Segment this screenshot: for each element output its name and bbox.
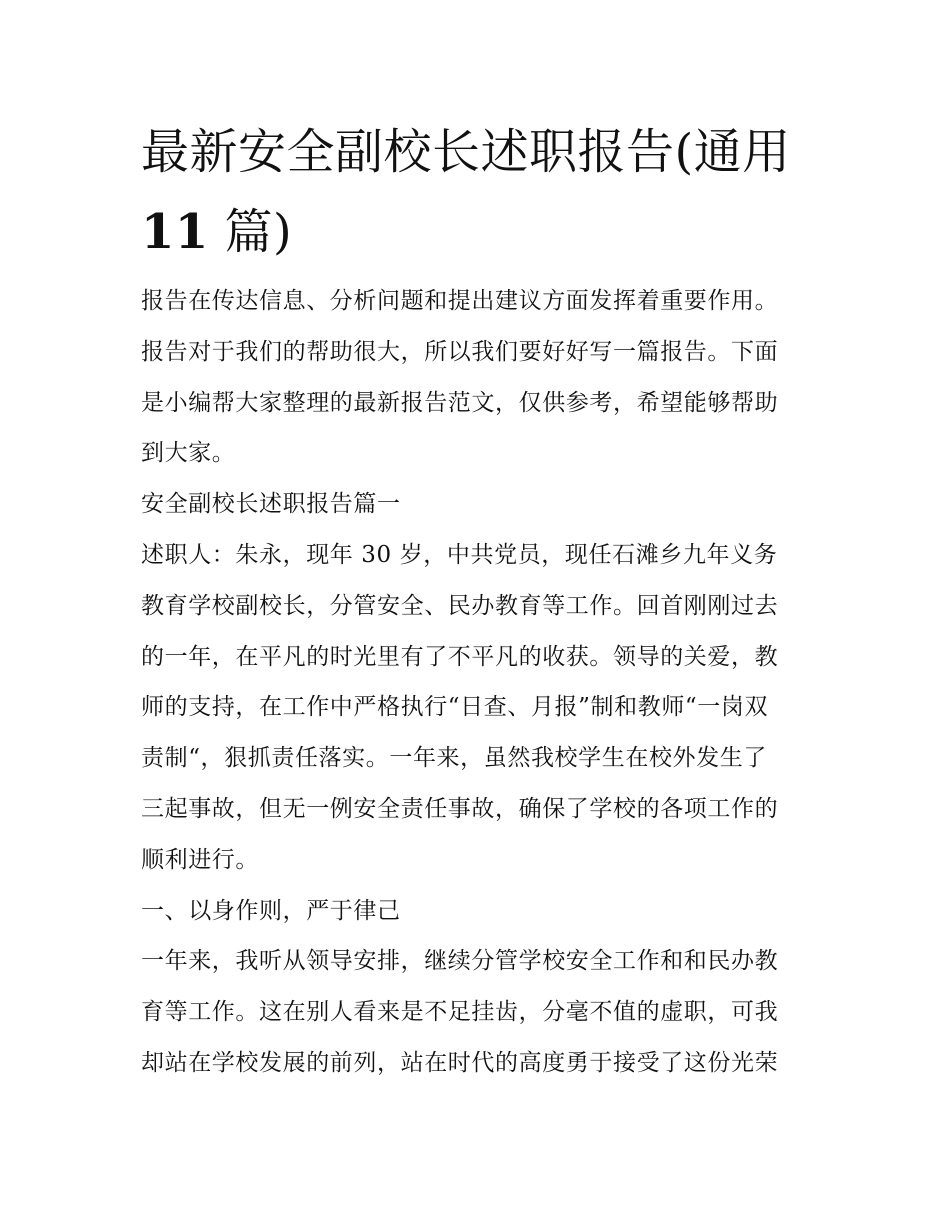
section-heading: 一、以身作则，严于律己 [141,897,401,924]
section-heading: 安全副校长述职报告篇一 [141,491,401,518]
body-line: 师的支持，在工作中严格执行“日查、月报”制和教师“一岗双 [141,694,769,721]
title-suffix: 篇) [208,204,293,260]
document-title [141,112,821,272]
body-line: 述职人：朱永，现年 30 岁，中共党员，现任石滩乡九年义务 [141,541,778,568]
title-line-1: 最新安全副校长述职报告(通用 [141,124,791,180]
title-number: 11 [141,204,209,260]
body-line: 责制“，狠抓责任落实。一年来，虽然我校学生在校外发生了 [141,745,767,772]
body-line: 三起事故，但无一例安全责任事故，确保了学校的各项工作的 [141,795,779,822]
body-line: 的一年，在平凡的时光里有了不平凡的收获。领导的关爱，教 [141,643,779,670]
body-line: 却站在学校发展的前列，站在时代的高度勇于接受了这份光荣 [141,1049,779,1076]
document-body [141,276,816,1089]
body-line: 报告在传达信息、分析问题和提出建议方面发挥着重要作用。 [141,288,779,314]
body-line: 育等工作。这在别人看来是不足挂齿，分毫不值的虚职，可我 [141,999,779,1026]
body-line: 到大家。 [141,440,236,467]
body-line: 报告对于我们的帮助很大，所以我们要好好写一篇报告。下面 [141,338,779,365]
body-line: 一年来，我听从领导安排，继续分管学校安全工作和和民办教 [141,948,779,975]
body-line: 是小编帮大家整理的最新报告范文，仅供参考，希望能够帮助 [141,389,779,416]
body-line: 教育学校副校长，分管安全、民办教育等工作。回首刚刚过去 [141,592,779,619]
body-line: 顺利进行。 [141,846,259,873]
